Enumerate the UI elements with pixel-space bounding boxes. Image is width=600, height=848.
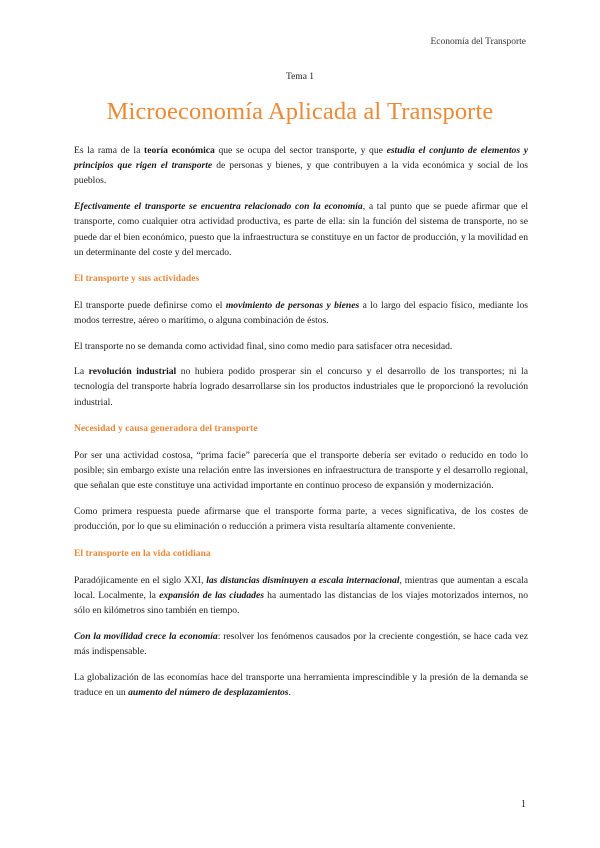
- page-number: 1: [521, 799, 526, 810]
- text: : resolver los fenómenos causados por la creciente congestión, se hace cada vez más indispensable.: [74, 630, 528, 658]
- section-heading-necessity: Necesidad y causa generadora del transporte: [74, 422, 258, 434]
- paragraph-economy-relation: [74, 199, 528, 260]
- paragraph-globalization: [74, 670, 528, 700]
- paragraph-mobility: [74, 629, 528, 659]
- text: Paradójicamente en el siglo XXI,: [74, 574, 207, 586]
- text: La globalización de las economías hace del transporte una herramienta imprescindible y la presión de la demanda se traduce en un: [74, 671, 528, 698]
- text: no hubiera podido prosperar sin el concurso y el desarrollo de los transportes; ni la tecnología del transporte habría logrado desarrollarse sin los productos industriales que le proporcionó la revolución industrial.: [74, 366, 528, 408]
- emphasis: Efectivamente el transporte se encuentra relacionado con la economía: [74, 201, 363, 213]
- emphasis: teoría económica: [144, 145, 215, 156]
- section-heading-daily-life: El transporte en la vida cotidiana: [74, 547, 211, 559]
- paragraph-transport-definition: [74, 298, 528, 328]
- text: El transporte puede definirse como el: [74, 300, 226, 312]
- running-header: Economía del Transporte: [430, 37, 526, 47]
- section-heading-activities: El transporte y sus actividades: [74, 272, 200, 284]
- text: a lo largo del espacio físico, mediante los modos terrestre, aéreo o marítimo, o alguna combinación de éstos.: [74, 300, 528, 327]
- text: Es la rama de la: [74, 145, 144, 156]
- emphasis: expansión de las ciudades: [159, 589, 264, 601]
- text: La: [74, 366, 89, 378]
- text: , mientras que aumentan a escala local. Localmente, la: [74, 574, 528, 601]
- paragraph-distances: [74, 573, 528, 619]
- text: .: [288, 686, 291, 698]
- text: , a tal punto que se puede afirmar que el transporte, como cualquier otra actividad productiva, es parte de ella: sin la función del sistema de transporte, no se puede dar el bien económico, puesto que la infraestructura se constituye en un factor de producción, y la movilidad en un determinante del coste y del mercado.: [74, 201, 528, 258]
- paragraph-costly-activity: Por ser una actividad costosa, “prima facie” parecería que el transporte debería ser evitado o reducido en todo lo posible; sin embargo existe una relación entre las inversiones en infraestructura de transporte y el desarrollo regional, que señalan que este constituye una actividad importante en continuo proceso de expansión y modernización.: [74, 450, 528, 492]
- topic-label: Tema 1: [285, 72, 315, 82]
- emphasis: aumento del número de desplazamientos: [128, 686, 289, 698]
- paragraph-industrial-revolution: [74, 364, 528, 410]
- emphasis: revolución industrial: [88, 366, 177, 378]
- text: ha aumentado las distancias de los viajes motorizados internos, no sólo en kilómetros sino también en tiempo.: [74, 589, 529, 617]
- emphasis: Con la movilidad crece la economía: [74, 630, 218, 642]
- paragraph-production-costs: Como primera respuesta puede afirmarse que el transporte forma parte, a veces significativa, de los costes de producción, por lo que su eliminación o reducción a primera vista resultaría altamente conveniente.: [74, 506, 528, 533]
- emphasis: estudia el conjunto de elementos y principios que rigen el transporte: [74, 145, 528, 172]
- emphasis: movimiento de personas y bienes: [225, 300, 360, 312]
- text: de personas y bienes, y que contribuyen a la vida económica y social de los pueblos.: [74, 160, 528, 187]
- emphasis: las distancias disminuyen a escala internacional: [206, 574, 400, 586]
- paragraph-not-final-activity: El transporte no se demanda como actividad final, sino como medio para satisfacer otra necesidad.: [74, 341, 453, 353]
- document-body: [74, 143, 528, 711]
- page-title: Microeconomía Aplicada al Transporte: [106, 98, 494, 125]
- paragraph-definition: [74, 143, 528, 189]
- text: que se ocupa del sector transporte, y que: [214, 145, 387, 156]
